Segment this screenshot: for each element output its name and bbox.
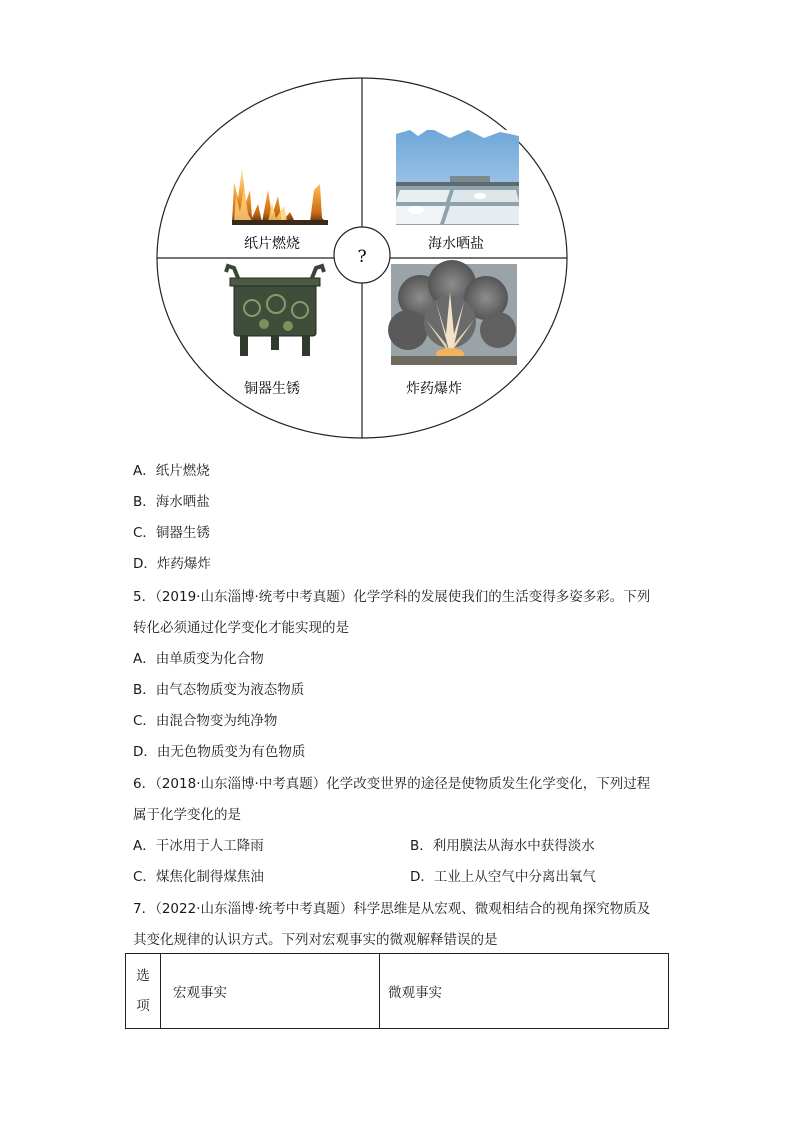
q4-option-c: C．铜器生锈 — [133, 525, 210, 541]
q5-option-d: D．由无色物质变为有色物质 — [133, 744, 306, 760]
burning-paper-image — [232, 168, 328, 225]
q6-stem-line1: 6．（2018·山东淄博·中考真题）化学改变世界的途径是使物质发生化学变化，下列过程 — [133, 776, 651, 792]
quadrant-label-salt-pans: 海水晒盐 — [428, 236, 484, 252]
q7-table — [125, 953, 669, 1029]
bronze-vessel-image — [226, 266, 324, 356]
q5-option-a: A．由单质变为化合物 — [133, 651, 264, 667]
header-micro-cell: 微观事实 — [380, 954, 669, 1029]
explosion-image — [388, 260, 517, 365]
q5-option-c: C．由混合物变为纯净物 — [133, 713, 278, 729]
q5-stem-line2: 转化必须通过化学变化才能实现的是 — [133, 620, 349, 636]
quadrant-label-bronze-vessel: 铜器生锈 — [244, 381, 300, 397]
q5-stem-line1: 5．（2019·山东淄博·统考中考真题）化学学科的发展使我们的生活变得多姿多彩。下列 — [133, 589, 651, 605]
center-question-mark: ? — [357, 247, 367, 267]
quadrant-label-burning-paper: 纸片燃烧 — [244, 236, 300, 252]
header-option-line2: 项 — [136, 998, 150, 1014]
q7-stem-line2: 其变化规律的认识方式。下列对宏观事实的微观解释错误的是 — [133, 932, 498, 948]
q4-option-b: B．海水晒盐 — [133, 494, 210, 510]
classification-diagram — [150, 72, 582, 444]
quadrant-label-explosion: 炸药爆炸 — [406, 381, 462, 397]
q6-option-b: B．利用膜法从海水中获得淡水 — [410, 838, 595, 854]
header-macro-cell: 宏观事实 — [161, 954, 380, 1029]
q6-option-c: C．煤焦化制得煤焦油 — [133, 869, 264, 885]
header-option-line1: 选 — [136, 968, 150, 984]
q5-option-b: B．由气态物质变为液态物质 — [133, 682, 305, 698]
q4-option-a: A．纸片燃烧 — [133, 463, 210, 479]
salt-pans-image — [396, 128, 519, 225]
q6-option-d: D．工业上从空气中分离出氧气 — [410, 869, 596, 885]
q7-stem-line1: 7．（2022·山东淄博·统考中考真题）科学思维是从宏观、微观相结合的视角探究物质及 — [133, 901, 651, 917]
q4-option-d: D．炸药爆炸 — [133, 556, 211, 572]
q6-stem-line2: 属于化学变化的是 — [133, 807, 241, 823]
q6-option-a: A．干冰用于人工降雨 — [133, 838, 264, 854]
table-header-row — [126, 954, 669, 1029]
header-option-cell — [126, 954, 161, 1029]
